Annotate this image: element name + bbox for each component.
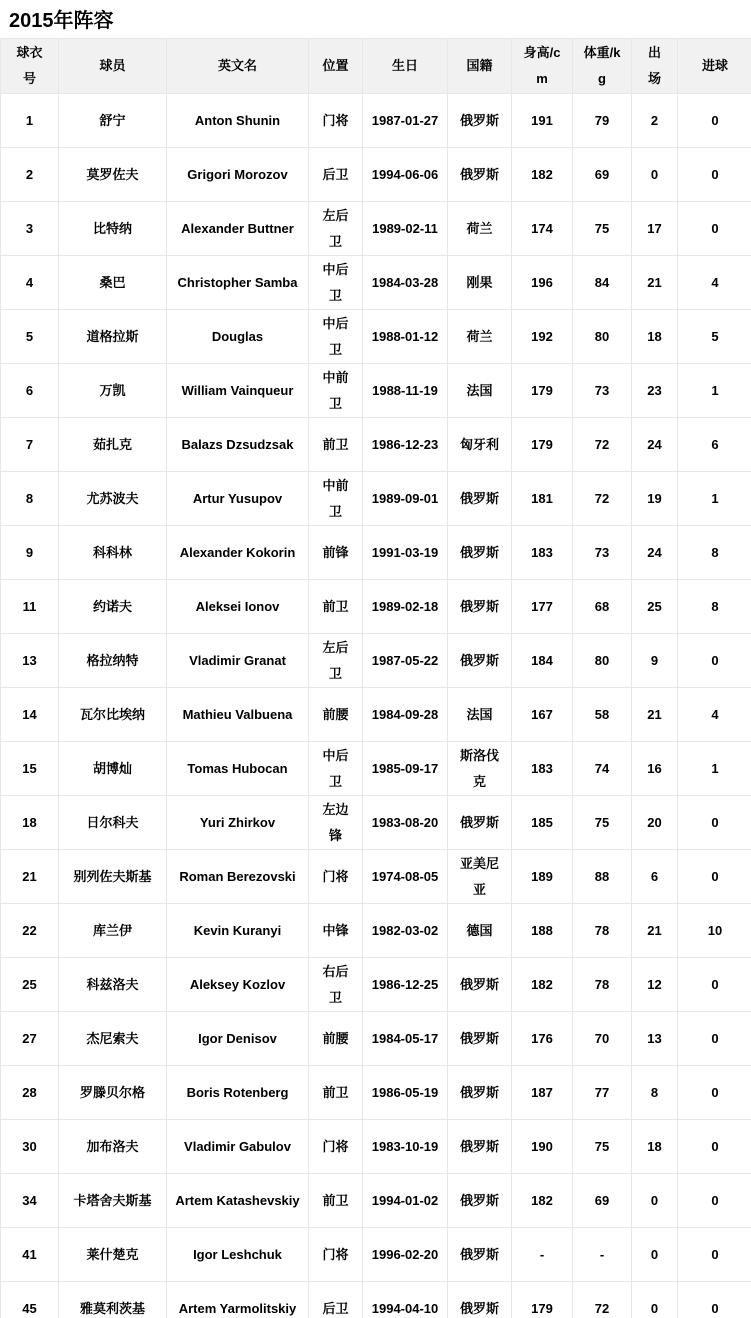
cell-position: 前卫: [309, 1066, 363, 1120]
cell-height: 184: [512, 634, 573, 688]
cell-weight: 68: [573, 580, 632, 634]
cell-position: 前卫: [309, 580, 363, 634]
cell-jersey: 7: [1, 418, 59, 472]
table-row: [1, 634, 751, 688]
cell-goals: 0: [678, 796, 751, 850]
cell-position: 门将: [309, 850, 363, 904]
cell-name_en: Aleksei Ionov: [167, 580, 309, 634]
table-row: [1, 310, 751, 364]
header-goals: 进球: [678, 39, 751, 94]
cell-jersey: 1: [1, 94, 59, 148]
cell-jersey: 14: [1, 688, 59, 742]
cell-position: 中锋: [309, 904, 363, 958]
cell-weight: 72: [573, 472, 632, 526]
cell-jersey: 30: [1, 1120, 59, 1174]
table-row: [1, 526, 751, 580]
cell-position: 门将: [309, 1228, 363, 1282]
cell-jersey: 9: [1, 526, 59, 580]
cell-weight: 77: [573, 1066, 632, 1120]
cell-birthday: 1985-09-17: [363, 742, 448, 796]
table-row: [1, 1066, 751, 1120]
cell-player: 别列佐夫斯基: [59, 850, 167, 904]
table-row: [1, 202, 751, 256]
cell-nationality: 荷兰: [448, 202, 512, 256]
cell-player: 罗滕贝尔格: [59, 1066, 167, 1120]
table-row: [1, 688, 751, 742]
table-row: [1, 1120, 751, 1174]
cell-player: 杰尼索夫: [59, 1012, 167, 1066]
cell-name_en: Artur Yusupov: [167, 472, 309, 526]
cell-appearances: 0: [632, 1228, 678, 1282]
cell-birthday: 1986-05-19: [363, 1066, 448, 1120]
cell-goals: 0: [678, 1012, 751, 1066]
cell-nationality: 俄罗斯: [448, 526, 512, 580]
cell-name_en: Roman Berezovski: [167, 850, 309, 904]
cell-player: 格拉纳特: [59, 634, 167, 688]
cell-weight: 80: [573, 310, 632, 364]
cell-appearances: 9: [632, 634, 678, 688]
cell-nationality: 俄罗斯: [448, 634, 512, 688]
cell-height: 190: [512, 1120, 573, 1174]
cell-goals: 0: [678, 94, 751, 148]
cell-birthday: 1994-01-02: [363, 1174, 448, 1228]
cell-player: 胡博灿: [59, 742, 167, 796]
cell-appearances: 0: [632, 1174, 678, 1228]
header-position: 位置: [309, 39, 363, 94]
table-row: [1, 958, 751, 1012]
cell-name_en: William Vainqueur: [167, 364, 309, 418]
cell-height: 182: [512, 958, 573, 1012]
cell-weight: 75: [573, 1120, 632, 1174]
cell-appearances: 21: [632, 688, 678, 742]
cell-player: 茹扎克: [59, 418, 167, 472]
cell-name_en: Artem Yarmolitskiy: [167, 1282, 309, 1318]
cell-nationality: 斯洛伐克: [448, 742, 512, 796]
cell-appearances: 16: [632, 742, 678, 796]
cell-position: 门将: [309, 1120, 363, 1174]
table-row: [1, 1012, 751, 1066]
cell-goals: 0: [678, 148, 751, 202]
cell-goals: 8: [678, 580, 751, 634]
cell-jersey: 41: [1, 1228, 59, 1282]
cell-height: 191: [512, 94, 573, 148]
cell-position: 门将: [309, 94, 363, 148]
cell-name_en: Douglas: [167, 310, 309, 364]
cell-name_en: Igor Denisov: [167, 1012, 309, 1066]
cell-birthday: 1986-12-23: [363, 418, 448, 472]
cell-weight: 80: [573, 634, 632, 688]
cell-player: 科兹洛夫: [59, 958, 167, 1012]
cell-appearances: 20: [632, 796, 678, 850]
cell-birthday: 1996-02-20: [363, 1228, 448, 1282]
cell-nationality: 俄罗斯: [448, 1066, 512, 1120]
cell-jersey: 25: [1, 958, 59, 1012]
cell-weight: 75: [573, 796, 632, 850]
cell-jersey: 28: [1, 1066, 59, 1120]
cell-height: 177: [512, 580, 573, 634]
cell-name_en: Anton Shunin: [167, 94, 309, 148]
cell-birthday: 1994-04-10: [363, 1282, 448, 1318]
cell-position: 前腰: [309, 1012, 363, 1066]
cell-position: 左后卫: [309, 634, 363, 688]
table-row: [1, 148, 751, 202]
cell-nationality: 俄罗斯: [448, 1282, 512, 1318]
header-name_en: 英文名: [167, 39, 309, 94]
cell-height: 174: [512, 202, 573, 256]
cell-height: 179: [512, 364, 573, 418]
table-row: [1, 256, 751, 310]
header-height: 身高/cm: [512, 39, 573, 94]
cell-weight: 73: [573, 526, 632, 580]
cell-name_en: Artem Katashevskiy: [167, 1174, 309, 1228]
cell-jersey: 22: [1, 904, 59, 958]
cell-birthday: 1984-05-17: [363, 1012, 448, 1066]
cell-appearances: 24: [632, 526, 678, 580]
cell-weight: 88: [573, 850, 632, 904]
cell-player: 卡塔舍夫斯基: [59, 1174, 167, 1228]
cell-position: 前锋: [309, 526, 363, 580]
cell-player: 雅莫利茨基: [59, 1282, 167, 1318]
cell-birthday: 1983-08-20: [363, 796, 448, 850]
cell-goals: 0: [678, 958, 751, 1012]
cell-birthday: 1989-02-18: [363, 580, 448, 634]
cell-nationality: 俄罗斯: [448, 958, 512, 1012]
table-row: [1, 796, 751, 850]
cell-appearances: 25: [632, 580, 678, 634]
cell-nationality: 德国: [448, 904, 512, 958]
cell-goals: 0: [678, 634, 751, 688]
cell-position: 右后卫: [309, 958, 363, 1012]
cell-jersey: 15: [1, 742, 59, 796]
table-row: [1, 1174, 751, 1228]
cell-player: 桑巴: [59, 256, 167, 310]
cell-height: 192: [512, 310, 573, 364]
cell-height: 183: [512, 526, 573, 580]
cell-weight: 74: [573, 742, 632, 796]
table-row: [1, 580, 751, 634]
cell-height: 182: [512, 148, 573, 202]
cell-name_en: Alexander Kokorin: [167, 526, 309, 580]
cell-nationality: 匈牙利: [448, 418, 512, 472]
cell-weight: 78: [573, 958, 632, 1012]
table-row: [1, 1228, 751, 1282]
cell-name_en: Yuri Zhirkov: [167, 796, 309, 850]
cell-weight: 79: [573, 94, 632, 148]
table-row: [1, 94, 751, 148]
cell-birthday: 1994-06-06: [363, 148, 448, 202]
header-birthday: 生日: [363, 39, 448, 94]
cell-jersey: 5: [1, 310, 59, 364]
cell-nationality: 俄罗斯: [448, 1174, 512, 1228]
header-weight: 体重/kg: [573, 39, 632, 94]
cell-height: 183: [512, 742, 573, 796]
cell-birthday: 1974-08-05: [363, 850, 448, 904]
cell-height: 188: [512, 904, 573, 958]
cell-appearances: 19: [632, 472, 678, 526]
cell-appearances: 18: [632, 1120, 678, 1174]
cell-height: 167: [512, 688, 573, 742]
cell-birthday: 1983-10-19: [363, 1120, 448, 1174]
cell-weight: 73: [573, 364, 632, 418]
cell-nationality: 法国: [448, 688, 512, 742]
cell-player: 约诺夫: [59, 580, 167, 634]
cell-appearances: 23: [632, 364, 678, 418]
cell-goals: 6: [678, 418, 751, 472]
cell-weight: 75: [573, 202, 632, 256]
header-jersey: 球衣号: [1, 39, 59, 94]
cell-birthday: 1989-09-01: [363, 472, 448, 526]
cell-goals: 0: [678, 1120, 751, 1174]
cell-weight: 70: [573, 1012, 632, 1066]
cell-nationality: 俄罗斯: [448, 1120, 512, 1174]
squad-table: [0, 38, 751, 1318]
cell-appearances: 17: [632, 202, 678, 256]
cell-position: 前卫: [309, 1174, 363, 1228]
cell-position: 左边锋: [309, 796, 363, 850]
table-row: [1, 472, 751, 526]
cell-jersey: 11: [1, 580, 59, 634]
cell-height: 181: [512, 472, 573, 526]
cell-height: 182: [512, 1174, 573, 1228]
header-appearances: 出场: [632, 39, 678, 94]
cell-birthday: 1984-03-28: [363, 256, 448, 310]
cell-weight: 58: [573, 688, 632, 742]
cell-nationality: 法国: [448, 364, 512, 418]
cell-height: 189: [512, 850, 573, 904]
table-row: [1, 850, 751, 904]
cell-position: 中后卫: [309, 256, 363, 310]
cell-jersey: 13: [1, 634, 59, 688]
cell-position: 中后卫: [309, 742, 363, 796]
cell-goals: 0: [678, 202, 751, 256]
cell-birthday: 1987-01-27: [363, 94, 448, 148]
cell-position: 中前卫: [309, 364, 363, 418]
cell-player: 比特纳: [59, 202, 167, 256]
cell-name_en: Igor Leshchuk: [167, 1228, 309, 1282]
cell-jersey: 4: [1, 256, 59, 310]
cell-appearances: 0: [632, 1282, 678, 1318]
cell-jersey: 3: [1, 202, 59, 256]
cell-name_en: Mathieu Valbuena: [167, 688, 309, 742]
cell-position: 后卫: [309, 1282, 363, 1318]
cell-height: 176: [512, 1012, 573, 1066]
cell-nationality: 俄罗斯: [448, 580, 512, 634]
cell-appearances: 12: [632, 958, 678, 1012]
cell-name_en: Vladimir Granat: [167, 634, 309, 688]
cell-nationality: 俄罗斯: [448, 472, 512, 526]
cell-name_en: Aleksey Kozlov: [167, 958, 309, 1012]
cell-jersey: 45: [1, 1282, 59, 1318]
cell-nationality: 俄罗斯: [448, 148, 512, 202]
cell-height: 179: [512, 418, 573, 472]
cell-player: 加布洛夫: [59, 1120, 167, 1174]
cell-appearances: 21: [632, 256, 678, 310]
cell-birthday: 1986-12-25: [363, 958, 448, 1012]
cell-player: 日尔科夫: [59, 796, 167, 850]
cell-height: 185: [512, 796, 573, 850]
cell-goals: 1: [678, 742, 751, 796]
cell-jersey: 21: [1, 850, 59, 904]
cell-nationality: 俄罗斯: [448, 1012, 512, 1066]
cell-height: -: [512, 1228, 573, 1282]
cell-weight: 69: [573, 148, 632, 202]
cell-jersey: 27: [1, 1012, 59, 1066]
cell-player: 万凯: [59, 364, 167, 418]
cell-weight: 72: [573, 418, 632, 472]
cell-player: 莫罗佐夫: [59, 148, 167, 202]
cell-birthday: 1984-09-28: [363, 688, 448, 742]
cell-name_en: Kevin Kuranyi: [167, 904, 309, 958]
cell-nationality: 刚果: [448, 256, 512, 310]
cell-appearances: 18: [632, 310, 678, 364]
cell-name_en: Boris Rotenberg: [167, 1066, 309, 1120]
cell-name_en: Vladimir Gabulov: [167, 1120, 309, 1174]
cell-nationality: 荷兰: [448, 310, 512, 364]
table-row: [1, 418, 751, 472]
cell-appearances: 0: [632, 148, 678, 202]
cell-player: 科科林: [59, 526, 167, 580]
cell-name_en: Balazs Dzsudzsak: [167, 418, 309, 472]
cell-birthday: 1982-03-02: [363, 904, 448, 958]
cell-height: 196: [512, 256, 573, 310]
cell-birthday: 1988-01-12: [363, 310, 448, 364]
cell-jersey: 34: [1, 1174, 59, 1228]
cell-goals: 0: [678, 850, 751, 904]
cell-position: 后卫: [309, 148, 363, 202]
cell-goals: 8: [678, 526, 751, 580]
cell-nationality: 俄罗斯: [448, 94, 512, 148]
cell-jersey: 8: [1, 472, 59, 526]
cell-nationality: 亚美尼亚: [448, 850, 512, 904]
table-header-row: [1, 39, 751, 94]
cell-weight: 69: [573, 1174, 632, 1228]
cell-player: 库兰伊: [59, 904, 167, 958]
page-title: 2015年阵容: [9, 10, 114, 32]
cell-player: 道格拉斯: [59, 310, 167, 364]
cell-weight: 84: [573, 256, 632, 310]
cell-birthday: 1987-05-22: [363, 634, 448, 688]
cell-jersey: 18: [1, 796, 59, 850]
cell-player: 舒宁: [59, 94, 167, 148]
cell-name_en: Grigori Morozov: [167, 148, 309, 202]
cell-weight: 78: [573, 904, 632, 958]
cell-goals: 10: [678, 904, 751, 958]
cell-name_en: Tomas Hubocan: [167, 742, 309, 796]
cell-name_en: Alexander Buttner: [167, 202, 309, 256]
cell-nationality: 俄罗斯: [448, 1228, 512, 1282]
cell-goals: 0: [678, 1066, 751, 1120]
cell-appearances: 24: [632, 418, 678, 472]
cell-goals: 1: [678, 364, 751, 418]
cell-appearances: 13: [632, 1012, 678, 1066]
cell-birthday: 1991-03-19: [363, 526, 448, 580]
cell-birthday: 1989-02-11: [363, 202, 448, 256]
cell-height: 187: [512, 1066, 573, 1120]
cell-birthday: 1988-11-19: [363, 364, 448, 418]
cell-nationality: 俄罗斯: [448, 796, 512, 850]
cell-goals: 1: [678, 472, 751, 526]
header-nationality: 国籍: [448, 39, 512, 94]
cell-jersey: 6: [1, 364, 59, 418]
header-player: 球员: [59, 39, 167, 94]
table-row: [1, 1282, 751, 1318]
cell-goals: 0: [678, 1174, 751, 1228]
cell-position: 中后卫: [309, 310, 363, 364]
cell-goals: 4: [678, 256, 751, 310]
cell-player: 瓦尔比埃纳: [59, 688, 167, 742]
cell-player: 莱什楚克: [59, 1228, 167, 1282]
cell-height: 179: [512, 1282, 573, 1318]
cell-appearances: 2: [632, 94, 678, 148]
cell-position: 中前卫: [309, 472, 363, 526]
table-row: [1, 742, 751, 796]
cell-jersey: 2: [1, 148, 59, 202]
cell-weight: -: [573, 1228, 632, 1282]
cell-goals: 5: [678, 310, 751, 364]
table-row: [1, 364, 751, 418]
cell-goals: 4: [678, 688, 751, 742]
cell-position: 左后卫: [309, 202, 363, 256]
cell-position: 前卫: [309, 418, 363, 472]
cell-goals: 0: [678, 1228, 751, 1282]
cell-appearances: 8: [632, 1066, 678, 1120]
cell-name_en: Christopher Samba: [167, 256, 309, 310]
cell-weight: 72: [573, 1282, 632, 1318]
cell-position: 前腰: [309, 688, 363, 742]
cell-appearances: 6: [632, 850, 678, 904]
cell-appearances: 21: [632, 904, 678, 958]
cell-goals: 0: [678, 1282, 751, 1318]
table-row: [1, 904, 751, 958]
cell-player: 尤苏波夫: [59, 472, 167, 526]
